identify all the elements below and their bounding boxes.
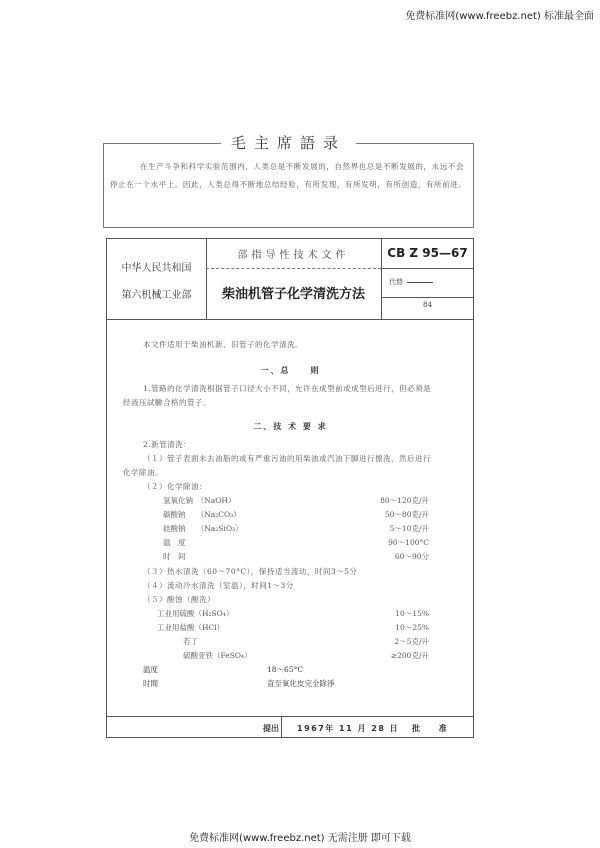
- footer-divider: [281, 716, 282, 738]
- degrease-item-name: 温 度: [163, 538, 186, 547]
- approved-label: 批 准: [412, 724, 455, 733]
- general-paragraph-line1: 1.管路的化学清洗根据管子口径大小不同，允许在成型前或成型后进行，但必须是: [143, 384, 432, 393]
- header-divider: [381, 297, 474, 298]
- temperature-label: 温度: [143, 665, 158, 674]
- quotation-title: 毛主席語录: [104, 132, 473, 153]
- time-value: 直至氧化皮完全除淨: [267, 679, 335, 688]
- step3-text: （３）热水清洗（60～70°C），保持适当流动，时间3～5分: [143, 567, 358, 576]
- degrease-item-value: 50～80克/升: [384, 510, 429, 519]
- temperature-value: 18～65°C: [267, 665, 304, 674]
- ministry-country: 中华人民共和国: [121, 263, 192, 274]
- watermark-top: 免费标准网(www.freebz.net) 标准最全面: [405, 11, 594, 22]
- degrease-item-value: 90～100°C: [388, 538, 429, 547]
- watermark-bottom: 免费标准网(www.freebz.net) 无需注册 即可下载: [189, 833, 411, 844]
- step1-line1: （１）管子表面未去油脂的或有严重污油的用柴油或汽油下脚进行擦洗，然后进行: [143, 454, 431, 463]
- degrease-item-value: 80～120克/升: [380, 496, 429, 505]
- degrease-item-value: 5～10克/升: [389, 524, 429, 533]
- general-paragraph-line2: 经液压試驗合格的管子。: [123, 398, 211, 407]
- ministry-name: 第六机械工业部: [121, 290, 192, 301]
- header-divider: [206, 268, 381, 269]
- page-number: 84: [423, 301, 432, 309]
- header-bottom-line: [107, 319, 474, 320]
- step2-label: （２）化学除油：: [143, 482, 207, 491]
- time-label: 时間: [143, 679, 158, 688]
- step5-text: （５）酸蚀（酸洗）: [143, 595, 215, 604]
- new-pipe-cleaning-label: 2.新管清洗：: [143, 440, 192, 449]
- step1-line2: 化学除油。: [123, 468, 163, 477]
- pickling-item-name: 工业用硫酸（H₂SO₄）: [157, 609, 234, 618]
- proposed-by-label: 提出: [263, 724, 279, 733]
- quotation-text: 在生产斗争和科学实验范围内，人类总是不断发展的，自然界也总是不断发展的，永远不会停止在一个水平上。因此，人类总得不断地总结经验，有所发现，有所发明，有所创造，有所前进。: [110, 162, 467, 189]
- section-heading-general: 一、总 则: [260, 365, 321, 375]
- pickling-item-value: ≥200克/升: [390, 651, 429, 660]
- degrease-item-name: 硅酸钠 （Na₂SiO₃）: [163, 524, 243, 533]
- pickling-item-name: 硫酸亚铁（FeSO₄）: [183, 651, 252, 660]
- approval-date: 1967年 11 月 28 日: [297, 724, 400, 733]
- pickling-item-name: 工业用盐酸（HCl）: [157, 623, 225, 632]
- replaces-label: 代替: [389, 278, 403, 286]
- section-heading-technical: 二、技 术 要 求: [253, 421, 328, 431]
- document-type: 部指导性技术文件: [237, 250, 350, 261]
- footer-top-line: [107, 716, 474, 717]
- replaces-blank: [407, 282, 433, 283]
- document-number: CB Z 95—67: [387, 246, 468, 260]
- intro-text: 本文件适用于柴油机新、旧管子的化学清洗。: [143, 340, 303, 349]
- pickling-item-value: 10～25%: [395, 623, 429, 632]
- pickling-item-value: 2～5克/升: [394, 637, 429, 646]
- step4-text: （４）流动冷水清洗（室温），时间1～3分: [143, 581, 294, 590]
- degrease-item-name: 时 间: [163, 552, 186, 561]
- document-title: 柴油机管子化学清洗方法: [221, 287, 365, 302]
- document-frame: [106, 238, 474, 738]
- quotation-box: [103, 134, 474, 228]
- pickling-item-name: 若丁: [183, 637, 198, 646]
- degrease-item-name: 碳酸钠 （Na₂CO₃）: [163, 510, 241, 519]
- pickling-item-value: 10～15%: [395, 609, 429, 618]
- degrease-item-name: 氢氧化钠 （NaOH）: [163, 496, 236, 505]
- header-divider: [381, 268, 474, 269]
- degrease-item-value: 60～90分: [394, 552, 429, 561]
